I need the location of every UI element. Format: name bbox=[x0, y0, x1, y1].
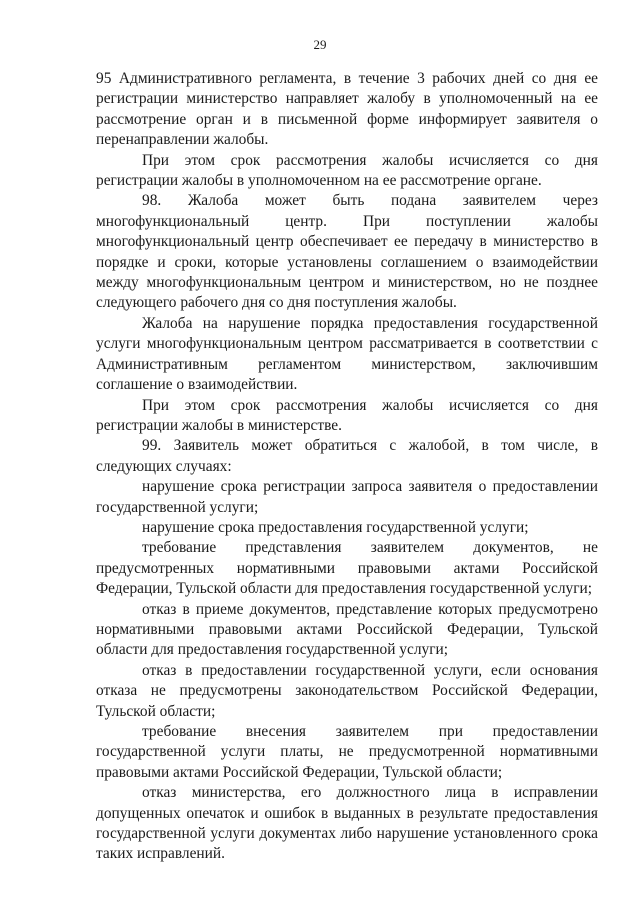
list-item: отказ в приеме документов, представление которых предусмотрено нормативными правовыми актами Российской Федерации, Тульской области для предоставления государственной услуги; bbox=[96, 600, 598, 659]
list-item: требование внесения заявителем при предоставлении государственной услуги платы, не предусмотренной нормативными правовыми актами Российской Федерации, Тульской области; bbox=[96, 723, 598, 781]
paragraph: 95 Административного регламента, в течение 3 рабочих дней со дня ее регистрации министерство направляет жалобу в уполномоченный на ее рассмотрение орган и в письменной форме информирует заявителя о перенаправлении жалобы. bbox=[96, 70, 598, 149]
list-item: отказ министерства, его должностного лица в исправлении допущенных опечаток и ошибок в выданных в результате предоставления государственной услуги документах либо нарушение установленного срока таких исправлений. bbox=[96, 784, 598, 863]
document-body bbox=[96, 69, 598, 865]
paragraph: 98. Жалоба может быть подана заявителем через многофункциональный центр. При поступлении жалобы многофункциональный центр обеспечивает ее передачу в министерство в порядке и сроки, которые установлены соглашением о взаимодействии между многофункциональным центром и министерством, но не позднее следующего рабочего дня со дня поступления жалобы. bbox=[96, 192, 598, 312]
list-item: нарушение срока предоставления государственной услуги; bbox=[142, 518, 529, 536]
paragraph: 99. Заявитель может обратиться с жалобой, в том числе, в следующих случаях: bbox=[96, 437, 598, 475]
list-item: отказ в предоставлении государственной услуги, если основания отказа не предусмотрены законодательством Российской Федерации, Тульской области; bbox=[96, 661, 598, 720]
paragraph: При этом срок рассмотрения жалобы исчисляется со дня регистрации жалобы в уполномоченном на ее рассмотрение органе. bbox=[96, 151, 598, 190]
paragraph: При этом срок рассмотрения жалобы исчисляется со дня регистрации жалобы в министерстве. bbox=[96, 396, 598, 434]
page-number: 29 bbox=[313, 37, 327, 52]
paragraph: Жалоба на нарушение порядка предоставления государственной услуги многофункциональным центром рассматривается в соответствии с Административным регламентом министерством, заключившим соглашение о взаимодействии. bbox=[96, 314, 598, 394]
list-item: нарушение срока регистрации запроса заявителя о предоставлении государственной услуги; bbox=[96, 478, 598, 516]
list-item: требование представления заявителем документов, не предусмотренных нормативными правовыми актами Российской Федерации, Тульской области для предоставления государственной услуги; bbox=[96, 539, 598, 598]
